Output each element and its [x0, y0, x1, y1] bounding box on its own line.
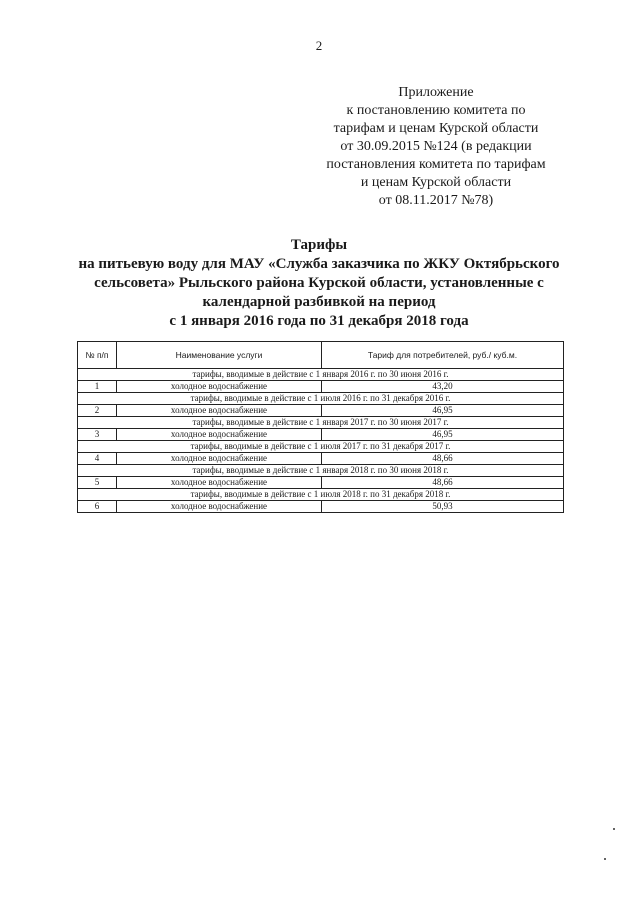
service-name: холодное водоснабжение — [117, 381, 322, 393]
row-number: 3 — [78, 429, 117, 441]
page-number: 2 — [315, 38, 323, 53]
period-label: тарифы, вводимые в действие с 1 июля 2017 г. по 31 декабря 2017 г. — [78, 441, 564, 453]
period-row — [78, 489, 564, 501]
row-number: 2 — [78, 405, 117, 417]
header-tariff: Тариф для потребителей, руб./ куб.м. — [322, 342, 564, 369]
service-name: холодное водоснабжение — [117, 501, 322, 513]
service-name: холодное водоснабжение — [117, 453, 322, 465]
tariff-value: 50,93 — [322, 501, 564, 513]
table-header-row — [78, 342, 564, 369]
period-label: тарифы, вводимые в действие с 1 июля 2018 г. по 31 декабря 2018 г. — [78, 489, 564, 501]
row-number: 1 — [78, 381, 117, 393]
service-name: холодное водоснабжение — [117, 477, 322, 489]
row-number: 5 — [78, 477, 117, 489]
appendix-line: от 08.11.2017 №78) — [378, 193, 494, 208]
period-row — [78, 393, 564, 405]
table-row — [78, 453, 564, 465]
tariff-value: 48,66 — [322, 477, 564, 489]
title-line: с 1 января 2016 года по 31 декабря 2018 года — [169, 313, 469, 329]
appendix-line: от 30.09.2015 №124 (в редакции — [340, 139, 532, 154]
scan-speck — [604, 858, 606, 860]
tariff-value: 46,95 — [322, 405, 564, 417]
tariff-value: 46,95 — [322, 429, 564, 441]
row-number: 6 — [78, 501, 117, 513]
period-label: тарифы, вводимые в действие с 1 января 2018 г. по 30 июня 2018 г. — [78, 465, 564, 477]
period-row — [78, 465, 564, 477]
table-row — [78, 405, 564, 417]
appendix-block — [306, 84, 566, 210]
table-row — [78, 501, 564, 513]
document-title — [40, 236, 598, 331]
appendix-line: к постановлению комитета по — [346, 103, 526, 118]
header-name: Наименование услуги — [117, 342, 322, 369]
table-row — [78, 477, 564, 489]
period-row — [78, 441, 564, 453]
tariff-table — [77, 341, 564, 513]
period-label: тарифы, вводимые в действие с 1 января 2016 г. по 30 июня 2016 г. — [78, 369, 564, 381]
tariff-value: 48,66 — [322, 453, 564, 465]
table-row — [78, 381, 564, 393]
period-row — [78, 417, 564, 429]
title-line: сельсовета» Рыльского района Курской области, установленные с — [94, 275, 544, 291]
title-line: на питьевую воду для МАУ «Служба заказчика по ЖКУ Октябрьского — [78, 256, 560, 272]
appendix-line: и ценам Курской области — [360, 175, 512, 190]
appendix-line: Приложение — [398, 85, 474, 100]
title-line: Тарифы — [290, 237, 348, 253]
service-name: холодное водоснабжение — [117, 429, 322, 441]
row-number: 4 — [78, 453, 117, 465]
period-label: тарифы, вводимые в действие с 1 июля 2016 г. по 31 декабря 2016 г. — [78, 393, 564, 405]
appendix-line: тарифам и ценам Курской области — [333, 121, 539, 136]
table-body — [78, 369, 564, 513]
scan-speck — [613, 828, 615, 830]
table-row — [78, 429, 564, 441]
period-label: тарифы, вводимые в действие с 1 января 2017 г. по 30 июня 2017 г. — [78, 417, 564, 429]
period-row — [78, 369, 564, 381]
title-line: календарной разбивкой на период — [202, 294, 436, 310]
service-name: холодное водоснабжение — [117, 405, 322, 417]
appendix-line: постановления комитета по тарифам — [326, 157, 546, 172]
header-num: № п/п — [78, 342, 117, 369]
tariff-value: 43,20 — [322, 381, 564, 393]
